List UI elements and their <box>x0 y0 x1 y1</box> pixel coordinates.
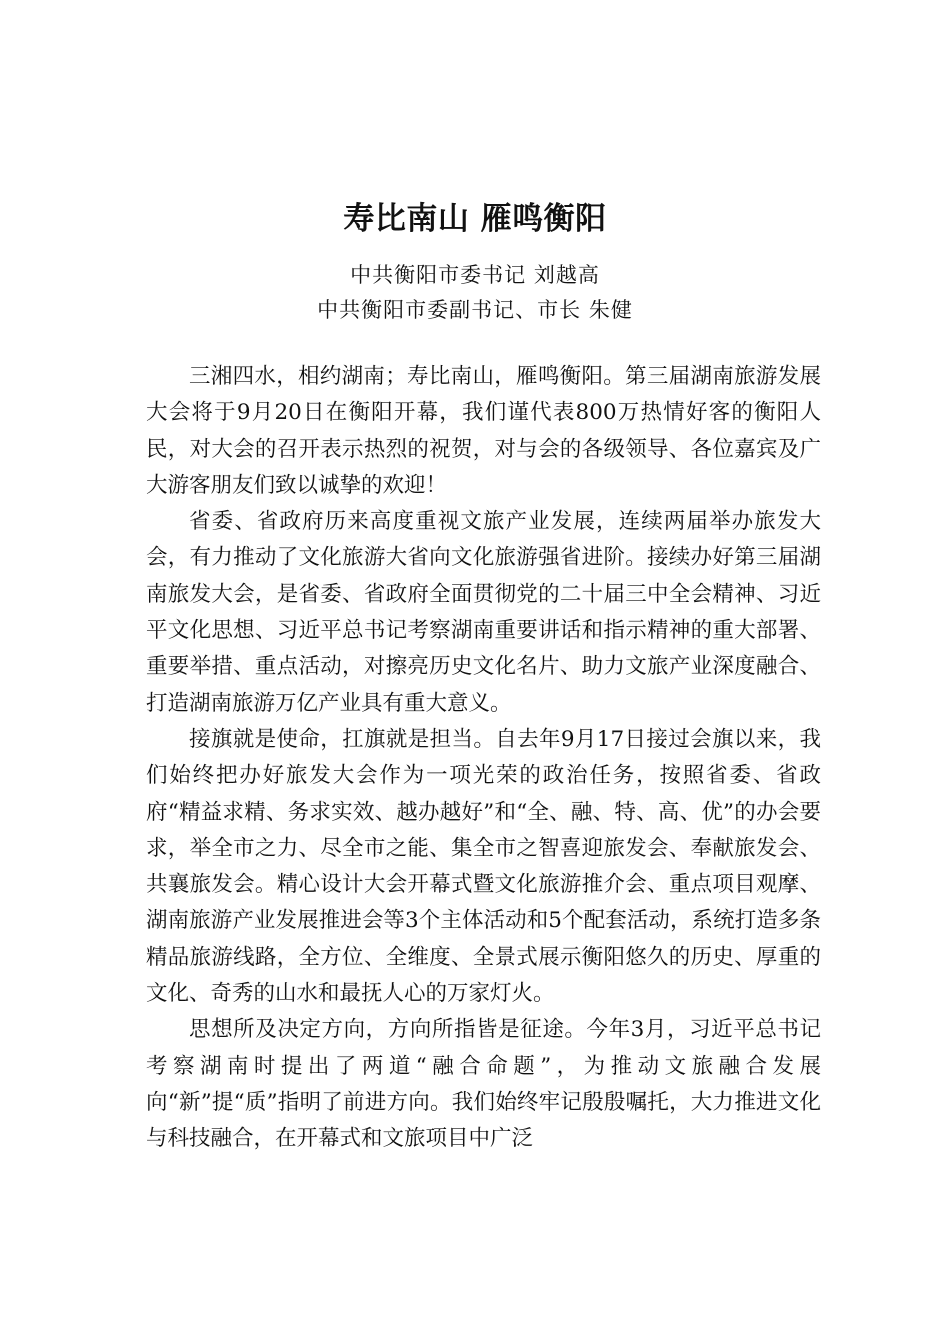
article-title: 寿比南山 雁鸣衡阳 <box>343 201 607 237</box>
paragraph-1: 三湘四水，相约湖南；寿比南山，雁鸣衡阳。第三届湖南旅游发展大会将于9月20日在衡阳开幕，我们谨代表800万热情好客的衡阳人民，对大会的召开表示热烈的祝贺，对与会的各级领导、各位嘉宾及广大游客朋友们致以诚挚的欢迎！ <box>146 364 821 498</box>
article-body <box>146 359 821 1158</box>
paragraph-3: 接旗就是使命，扛旗就是担当。自去年9月17日接过会旗以来，我们始终把办好旅发大会作为一项光荣的政治任务，按照省委、省政府“精益求精、务求实效、越办越好”和“全、融、特、高、优”的办会要求，举全市之力、尽全市之能、集全市之智喜迎旅发会、奉献旅发会、共襄旅发会。精心设计大会开幕式暨文化旅游推介会、重点项目观摩、湖南旅游产业发展推进会等3个主体活动和5个配套活动，系统打造多条精品旅游线路，全方位、全维度、全景式展示衡阳悠久的历史、厚重的文化、奇秀的山水和最抚人心的万家灯火。 <box>146 726 821 1007</box>
paragraph-2: 省委、省政府历来高度重视文旅产业发展，连续两届举办旅发大会，有力推动了文化旅游大省向文化旅游强省进阶。接续办好第三届湖南旅发大会，是省委、省政府全面贯彻党的二十届三中全会精神、习近平文化思想、习近平总书记考察湖南重要讲话和指示精神的重大部署、重要举措、重点活动，对擦亮历史文化名片、助力文旅产业深度融合、打造湖南旅游万亿产业具有重大意义。 <box>146 509 821 716</box>
author-line-mayor: 中共衡阳市委副书记、市长 朱健 <box>317 298 633 322</box>
author-line-party-secretary: 中共衡阳市委书记 刘越高 <box>350 263 600 287</box>
paragraph-4: 思想所及决定方向，方向所指皆是征途。今年3月，习近平总书记考察湖南时提出了两道“融合命题”，为推动文旅融合发展向“新”提“质”指明了前进方向。我们始终牢记殷殷嘱托，大力推进文化与科技融合，在开幕式和文旅项目中广泛 <box>146 1017 821 1152</box>
